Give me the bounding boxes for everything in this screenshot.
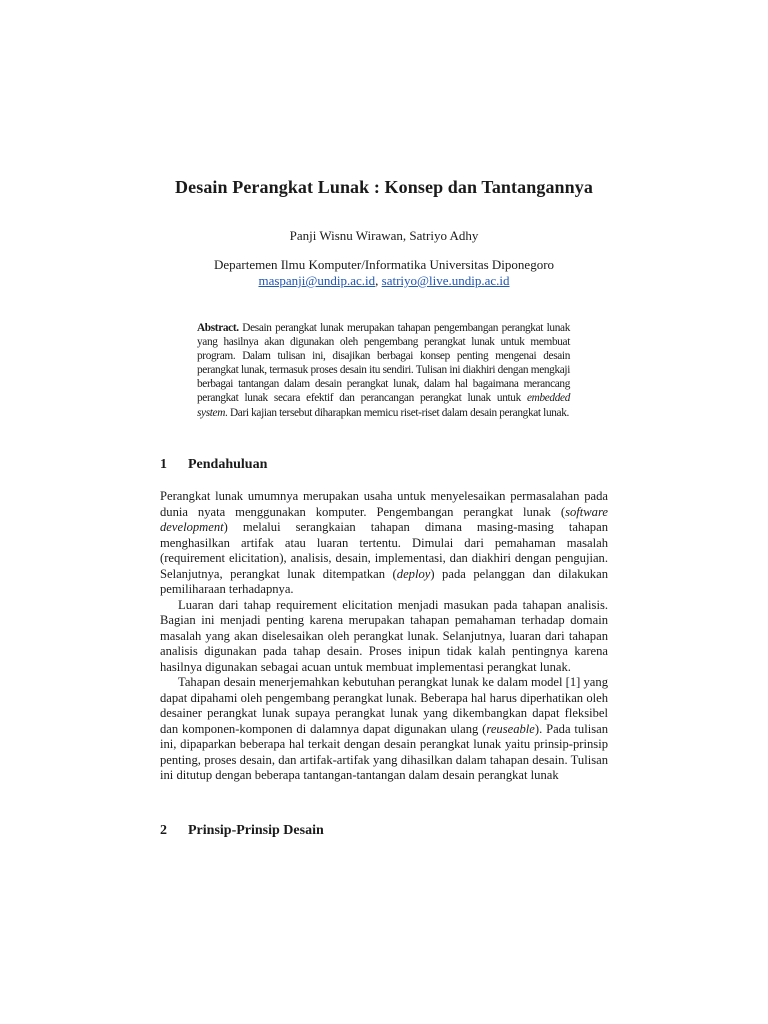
paragraph-1-text-a: Perangkat lunak umumnya merupakan usaha untuk menyelesaikan permasalahan pada dunia nyata menggunakan komputer. Pengembangan perangkat lunak (: [160, 489, 608, 519]
section-heading-2: [160, 823, 324, 839]
paragraph-3-italic: reuseable: [486, 721, 535, 736]
paragraph-2: Luaran dari tahap requirement elicitation menjadi masukan pada tahapan analisis. Bagian ini menjadi penting karena merupakan tahapan pemahaman terhadap domain masalah yang akan diselesaikan oleh perangkat lunak. Selanjutnya, luaran dari tahapan analisis digunakan pada tahap desain. Proses inipun tidak kalah pentingnya karena hasilnya digunakan sebagai acuan untuk membuat implementasi perangkat lunak.: [160, 597, 608, 674]
abstract-label: Abstract.: [197, 322, 239, 334]
email-link-1[interactable]: maspanji@undip.ac.id: [258, 273, 376, 288]
paper-title: Desain Perangkat Lunak : Konsep dan Tantangannya: [175, 177, 593, 197]
section-number-1: 1: [160, 457, 167, 472]
paragraph-1-italic-1: software development: [160, 504, 608, 534]
paragraph-3-text-b: ). Pada tulisan ini, dipaparkan beberapa hal terkait dengan desain perangkat lunak yaitu prinsip-prinsip penting, proses desain, dan artifak-artifak yang dihasilkan dalam tahapan desain. Tulisan ini ditutup dengan beberapa tantangan-tantangan dalam desain perangkat lunak: [160, 721, 609, 782]
paragraph-1: [160, 489, 608, 598]
section-1-body: [160, 489, 608, 784]
paragraph-1-text-c: ) pada pelanggan dan dilakukan pemiliharaan terhadapnya.: [160, 566, 608, 596]
paper-authors: Panji Wisnu Wirawan, Satriyo Adhy: [289, 228, 479, 243]
abstract-text-1: Desain perangkat lunak merupakan tahapan pengembangan perangkat lunak yang hasilnya akan digunakan oleh pengembang perangkat lunak untuk membuat program. Dalam tulisan ini, disajikan berbagai konsep penting mengenai desain perangkat lunak, termasuk proses desain itu sendiri. Tulisan ini diakhiri dengan mengkaji berbagai tantangan dalam desain perangkat lunak, dalam hal bagaimana merancang perangkat lunak secara efektif dan perancangan perangkat lunak untuk: [197, 322, 570, 405]
paper-affiliation: Departemen Ilmu Komputer/Informatika Universitas Diponegoro: [213, 257, 555, 272]
section-title-1: Pendahuluan: [188, 457, 268, 472]
abstract-text-2: . Dari kajian tersebut diharapkan memicu riset-riset dalam desain perangkat lunak.: [225, 406, 569, 419]
paragraph-3: [160, 675, 608, 784]
email-separator: ,: [375, 273, 382, 288]
paragraph-1-italic-2: deploy: [396, 566, 431, 581]
paragraph-1-text-b: ) melalui serangkaian tahapan dimana masing-masing tahapan menghasilkan artifak atau luaran tertentu. Dimulai dari pemahaman masalah (requirement elicitation), analisis, desain, implementasi, dan diakhiri dengan pengujian. Selanjutnya, perangkat lunak ditempatkan (: [160, 520, 608, 581]
section-title-2: Prinsip-Prinsip Desain: [188, 823, 324, 838]
section-number-2: 2: [160, 823, 167, 838]
abstract: [197, 321, 570, 420]
paragraph-3-text-a: Tahapan desain menerjemahkan kebutuhan perangkat lunak ke dalam model [1] yang dapat dipahami oleh pengembang perangkat lunak. Beberapa hal harus diperhatikan oleh desainer perangkat lunak supaya perangkat lunak yang dikembangkan dapat fleksibel dan komponen-komponen di dalamnya dapat digunakan ulang (: [160, 675, 608, 736]
abstract-text-italic: embedded system: [197, 392, 570, 419]
section-heading-1: [160, 457, 267, 473]
author-emails: [0, 273, 768, 289]
email-link-2[interactable]: satriyo@live.undip.ac.id: [381, 273, 510, 288]
